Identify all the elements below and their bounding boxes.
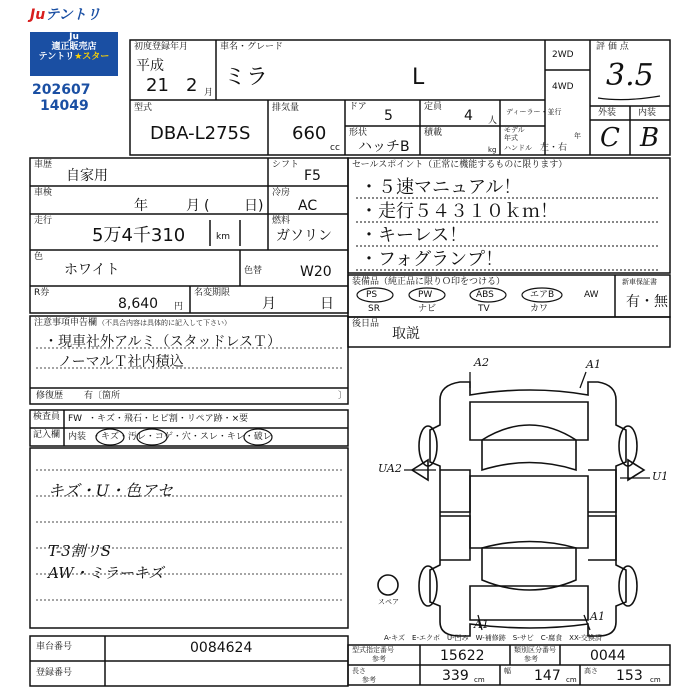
recycle-value: 8,640 [118, 296, 159, 312]
designation-ref: 参考 [372, 655, 386, 663]
model-year-label2: 年式 [504, 134, 518, 142]
capacity-value: 4 [464, 108, 473, 124]
load-label: 積載 [424, 128, 443, 138]
handle-value: 左・右 [540, 143, 568, 153]
hand-note-3: AW・ミラーキズ [48, 564, 164, 582]
damage-legend: A-キズ E-エクボ U-凹み W-補修跡 S-サビ C-腐食 XX-交換済 [384, 634, 602, 642]
reg-era: 平成 [136, 58, 164, 74]
meigi-day: 日 [320, 296, 334, 312]
model-label: 型式 [134, 103, 153, 113]
notes-label: 注意事項申告欄 [34, 318, 98, 328]
score-ext: C [600, 123, 620, 153]
reg-label: 初度登録年月 [134, 42, 189, 52]
car-name-label: 車名・グレード [220, 42, 284, 52]
length-value: 339 [442, 668, 469, 684]
category-value: 0044 [590, 648, 626, 664]
equip-airbag: エアB [530, 290, 555, 300]
mark-a1-bottom-left: A1 [474, 618, 489, 631]
rear-label: 後日品 [352, 319, 380, 329]
new-warranty-value: 有・無 [626, 294, 668, 310]
equip-leather: カワ [530, 304, 549, 314]
chassis-label: 車台番号 [36, 642, 73, 652]
inspection-day: 日) [244, 198, 264, 214]
score-value: 3.5 [606, 58, 654, 93]
score-ext-label: 外装 [598, 108, 617, 118]
equip-aw: AW [584, 290, 599, 300]
check-interior: 内装 [68, 432, 87, 442]
doors-value: 5 [384, 108, 393, 124]
regno-label: 登録番号 [36, 668, 73, 678]
seller-badge: Ju 適正販売店 テントリ★スター [30, 32, 118, 76]
equip-pw: PW [418, 290, 433, 300]
color-code: W20 [300, 264, 332, 280]
inspection-month: 月 [186, 198, 200, 214]
score-int-label: 内装 [638, 108, 657, 118]
inspection-paren: ( [204, 198, 210, 214]
new-warranty-label: 新車保証書 [622, 278, 657, 286]
width-unit: cm [566, 676, 577, 684]
height-value: 153 [616, 668, 643, 684]
mileage-label: 走行 [34, 216, 53, 226]
check-fw: FW [68, 414, 83, 424]
mark-u1: U1 [652, 470, 669, 483]
car-grade: L [412, 65, 425, 90]
shift-label: シフト [272, 160, 300, 170]
fuel-value: ガソリン [276, 228, 332, 244]
rear-value: 取説 [392, 326, 420, 342]
equipment-label: 装備品（純正品に限りＯ印をつける） [352, 277, 506, 287]
mark-a2-top: A2 [474, 356, 489, 369]
ac-value: AC [298, 198, 318, 214]
mark-ua2: UA2 [378, 462, 402, 475]
dims-ref: 参考 [362, 676, 376, 684]
recycle-label: R券 [34, 288, 50, 298]
mileage-value: 5万4千310 [92, 225, 186, 246]
width-label: 幅 [504, 667, 511, 675]
displacement-value: 660 [292, 123, 327, 144]
mark-a1-top: A1 [586, 358, 601, 371]
color-value: ホワイト [64, 262, 120, 278]
inspection-year: 年 [134, 198, 148, 214]
displacement-unit: cc [330, 143, 340, 153]
notes-line-1: ・現車社外アルミ（スタッドレスＴ） [44, 334, 282, 350]
displacement-label: 排気量 [272, 103, 300, 113]
check-label-2: 記入欄 [33, 430, 61, 440]
dealer-label: ディーラー・並行 [506, 108, 562, 116]
lot-number-1: 202607 [32, 82, 91, 98]
equip-ps: PS [366, 290, 378, 300]
chassis-value: 0084624 [190, 640, 253, 656]
capacity-unit: 人 [488, 116, 498, 126]
check-fw-items: ・キズ・飛石・ヒビ割・リペア跡・×要 [88, 414, 249, 424]
equip-abs: ABS [476, 290, 494, 300]
color-change-label: 色替 [244, 266, 263, 276]
repair-close: 〕 [338, 391, 348, 401]
brand-logo: Juテントリ [30, 7, 101, 23]
height-label: 高さ [584, 667, 598, 675]
inspection-label: 車検 [34, 188, 53, 198]
mileage-unit: km [216, 232, 230, 242]
doors-label: ドア [349, 102, 367, 112]
sales-point-3: ・キーレス！ [360, 225, 468, 246]
check-interior-items: ・キズ・汚レ・コゲ・穴・スレ・キレ・破レ [92, 432, 272, 442]
capacity-label: 定員 [424, 102, 443, 112]
load-unit: kg [488, 146, 497, 154]
equip-navi: ナビ [418, 304, 437, 314]
sales-point-2: ・走行５４３１０ｋｍ！ [360, 201, 558, 222]
lot-number-2: 14049 [40, 98, 89, 114]
reg-month-unit: 月 [204, 88, 214, 98]
notes-sub: （不具合内容は具体的に記入して下さい） [98, 319, 231, 327]
reg-year: 21 [146, 75, 169, 96]
model-year-label1: モデル [504, 126, 525, 134]
fuel-label: 燃料 [272, 216, 291, 226]
model-year-unit: 年 [574, 132, 581, 140]
spare-label: スペア [378, 598, 399, 606]
width-value: 147 [534, 668, 561, 684]
height-unit: cm [650, 676, 661, 684]
color-label: 色 [34, 252, 44, 262]
drive-4wd: 4WD [552, 82, 574, 92]
sales-label: セールスポイント（正常に機能するものに限ります） [352, 160, 568, 170]
history-value: 自家用 [66, 168, 108, 184]
car-diagram [378, 372, 650, 636]
shift-value: F5 [304, 168, 321, 184]
check-label-1: 検査員 [33, 412, 61, 422]
shape-value: ハッチB [358, 139, 410, 155]
meigi-label: 名変期限 [194, 288, 231, 298]
score-int: B [640, 123, 660, 153]
notes-line-2: ノーマルＴ社内積込 [44, 354, 184, 370]
length-label: 長さ [352, 667, 366, 675]
ac-label: 冷房 [272, 188, 291, 198]
category-ref: 参考 [524, 655, 538, 663]
mark-a1-bottom-right: A1 [590, 610, 605, 623]
hand-note-1: キズ・U・色アセ [48, 481, 174, 500]
designation-label: 型式指定番号 [352, 646, 394, 654]
equip-tv: TV [478, 304, 490, 314]
handle-label: ハンドル [504, 144, 532, 152]
drive-2wd: 2WD [552, 50, 574, 60]
sales-point-4: ・フォグランプ！ [360, 249, 504, 270]
model-value: DBA-L275S [150, 123, 251, 144]
sales-point-1: ・５速マニュアル！ [360, 177, 522, 198]
shape-label: 形状 [349, 128, 368, 138]
recycle-unit: 円 [174, 302, 184, 312]
designation-value: 15622 [440, 648, 485, 664]
car-name: ミラ [224, 65, 269, 90]
equip-sr: SR [368, 304, 380, 314]
category-label: 類別区分番号 [514, 646, 556, 654]
length-unit: cm [474, 676, 485, 684]
hand-note-2: T-3割リS [48, 542, 111, 560]
meigi-month: 月 [262, 296, 276, 312]
history-label: 車歴 [34, 160, 53, 170]
reg-month: 2 [186, 75, 198, 96]
repair-value: 有〔箇所 [84, 391, 121, 401]
score-label: 評 価 点 [596, 42, 629, 52]
repair-label: 修復歴 [36, 391, 64, 401]
